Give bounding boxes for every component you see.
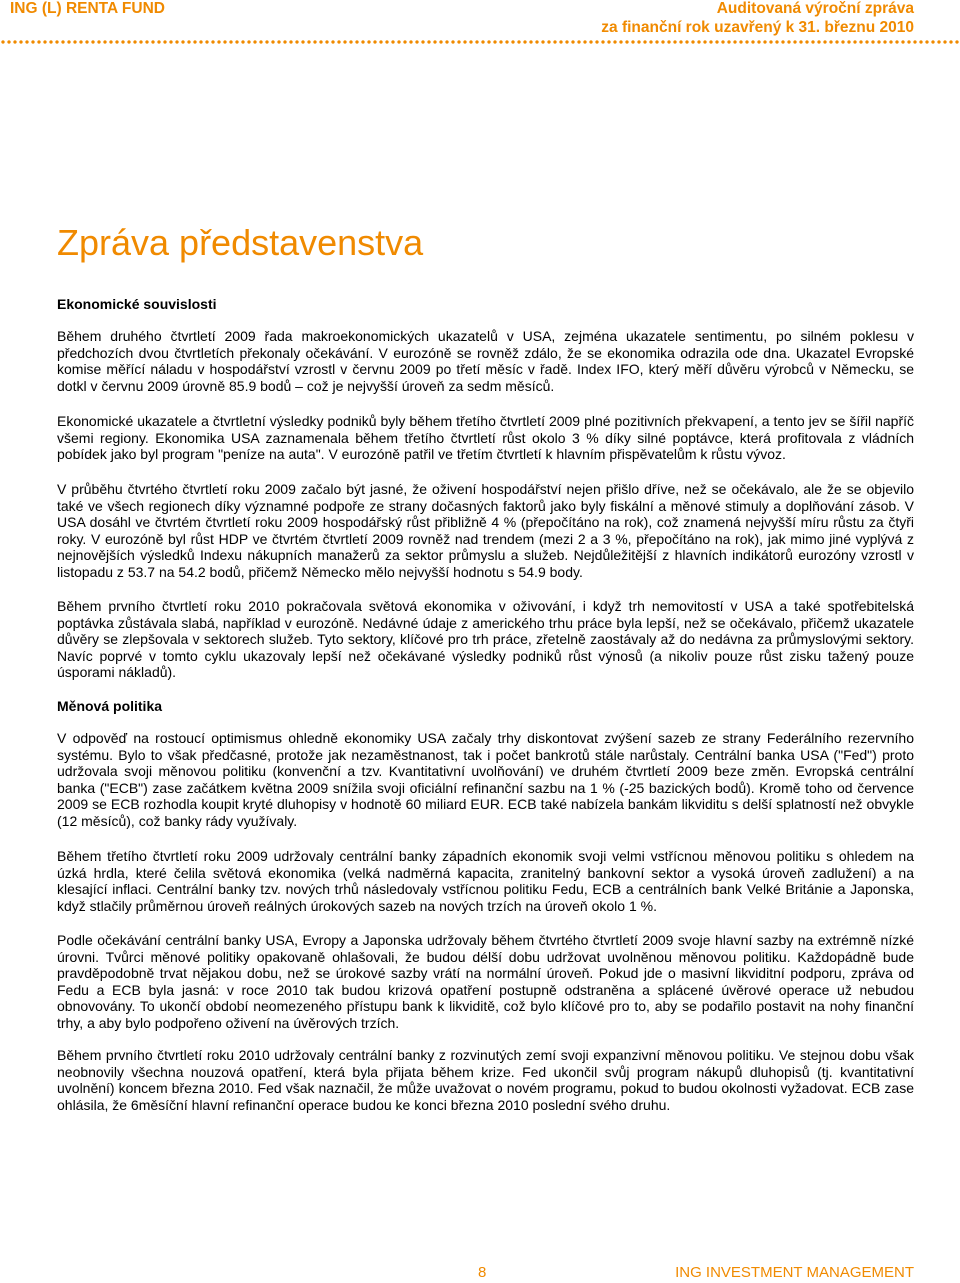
paragraph-monetary-4: Během prvního čtvrtletí roku 2010 udržovaly centrální banky z rozvinutých zemí svoji expanzivní měnovou politiku. Ve stejnou dobu však neobnovily všechna nouzová opatření, která byla přijata během krize. Fed ukončil svůj program nákupů dluhopisů (tj. kvantitativní uvolnění) koncem března 2010. Fed však naznačil, že může uvažovat o novém programu, pokud to budou okolnosti vyžadovat. ECB zase ohlásila, že 6měsíční hlavní refinanční operace budou ke konci března 2010 poslední svého druhu.	[57, 1047, 914, 1113]
page-title: Zpráva představenstva	[57, 222, 424, 263]
footer-brand: ING INVESTMENT MANAGEMENT	[675, 1264, 914, 1281]
header-period: za finanční rok uzavřený k 31. březnu 2010	[601, 19, 914, 36]
section-heading-economic-context: Ekonomické souvislosti	[57, 296, 217, 312]
section-heading-monetary-policy: Měnová politika	[57, 698, 163, 714]
paragraph-economic-3: V průběhu čtvrtého čtvrtletí roku 2009 začalo být jasné, že oživení hospodářství nejen přišlo dříve, než se očekávalo, ale že se objevilo také ve všech regionech díky významné podpoře ze strany dočasných faktorů jako byly fiskální a měnové stimuly a doplňování zásob. V USA dosáhl ve čtvrtém čtvrtletí roku 2009 hospodářský růst přibližně 4 % (přepočítáno na rok), což znamená nejvyšší míru růstu za čtyři roky. V eurozóně byl růst HDP ve čtvrtém čtvrtletí 2009 rovněž nad trendem (mezi 2 a 3 %, přepočítáno na rok), jak mimo jiné vyplývá z nejnovějších výsledků Indexu nákupních manažerů za sektor průmyslu a služeb. Nejdůležitější z hlavních indikátorů eurozóny vzrostl v listopadu z 53.7 na 54.2 bodů, přičemž Německo mělo nejvyšší hodnotu s 54.9 body.	[57, 481, 914, 580]
paragraph-monetary-2: Během třetího čtvrtletí roku 2009 udržovaly centrální banky západních ekonomik svoji velmi vstřícnou měnovou politiku s ohledem na úzká hrdla, které čelila světová ekonomika (velká nadměrná kapacita, zranitelný bankovní sektor a vysoká úroveň zadlužení) a na klesající inflaci. Centrální banky tzv. nových trhů následovaly vstřícnou politiku Fedu, ECB a centrálních bank Velké Británie a Japonska, když stlačily průměrnou úroveň reálných úrokových sazeb na nových trzích na úroveň okolo 1 %.	[57, 848, 914, 914]
paragraph-economic-2: Ekonomické ukazatele a čtvrtletní výsledky podniků byly během třetího čtvrtletí 2009 plné pozitivních překvapení, a tento jev se šířil napříč všemi regiony. Ekonomika USA zaznamenala během třetího čtvrtletí růst okolo 3 % díky silné poptávce, která profitovala z vládních pobídek jako byl program "peníze na auta". V eurozóně patřil ve třetím čtvrtletí k hlavním přispěvatelům k růstu vývoz.	[57, 413, 914, 463]
paragraph-economic-4: Během prvního čtvrtletí roku 2010 pokračovala světová ekonomika v oživování, i když trh nemovitostí v USA a také spotřebitelská poptávka zůstávala slabá, například v eurozóně. Nedávné údaje z amerického trhu práce byla lepší, než se očekávalo, přičemž ukazatele důvěry se zlepšovala v sektorech služeb. Tyto sektory, klíčové pro trh práce, zřetelně zaostávaly až do nedávna za průmyslovými sektory. Navíc poprvé v tomto cyklu ukazovaly lepší než očekávané výsledky podniků růst výnosů (a nikoliv pouze růst zisku tažený pouze úsporami nákladů).	[57, 598, 914, 681]
page-number: 8	[478, 1264, 487, 1281]
paragraph-economic-1: Během druhého čtvrtletí 2009 řada makroekonomických ukazatelů v USA, zejména ukazatele sentimentu, po silném poklesu v předchozích dvou čtvrtletích překonaly očekávání. V eurozóně se rovněž zdálo, že se ekonomika odrazila ode dna. Ukazatel Evropské komise měřící náladu v hospodářství vzrostl v červnu 2009 po třetí měsíc v řadě. Index IFO, který měří důvěru výrobců v Německu, se dotkl v červnu 2009 úrovně 85.9 bodů – což je nejvyšší úroveň za sedm měsíců.	[57, 328, 914, 394]
header-fund-name: ING (L) RENTA FUND	[10, 0, 165, 17]
paragraph-monetary-1: V odpověď na rostoucí optimismus ohledně ekonomiky USA začaly trhy diskontovat zvýšení sazeb ze strany Federálního rezervního systému. Bylo to však předčasné, protože jak nezaměstnanost, tak i počet bankrotů stále narůstaly. Centrální banka USA ("Fed") proto udržovala svoji měnovou politiku (konvenční a tzv. Kvantitativní uvolňování) ve druhém čtvrtletí 2009 beze změn. Evropská centrální banka ("ECB") zase začátkem května 2009 snížila svoji oficiální refinanční sazbu na 1 % (-25 bazických bodů). Kromě toho od července 2009 se ECB rozhodla koupit kryté dluhopisy v hodnotě 60 miliard EUR. ECB také nabízela bankám likviditu s delší splatností než obvykle (12 měsíců), což banky rády využívaly.	[57, 730, 914, 829]
paragraph-monetary-3: Podle očekávání centrální banky USA, Evropy a Japonska udržovaly během čtvrtého čtvrtletí 2009 svoje hlavní sazby na extrémně nízké úrovni. Tvůrci měnové politiky opakovaně ohlašovali, že budou délší dobu udržovat uvolněnou měnovou politiku. Každopádně bude pravděpodobně trvat nějakou dobu, než se úrokové sazby vrátí na normální úroveň. Pokud jde o masivní likviditní podporu, zpráva od Fedu a ECB byla jasná: v roce 2010 tak budou krizová opatření postupně odstraněna a splácené úvěrové operace už nebudou obnovovány. To ukončí období neomezeného přístupu bank k likviditě, což bylo klíčové pro to, aby se podařilo postavit na nohy finanční trhy, a aby bylo podpořeno oživení na úvěrových trzích.	[57, 932, 914, 1031]
header-report-type: Auditovaná výroční zpráva	[716, 0, 914, 17]
header-dotted-divider	[0, 39, 960, 45]
